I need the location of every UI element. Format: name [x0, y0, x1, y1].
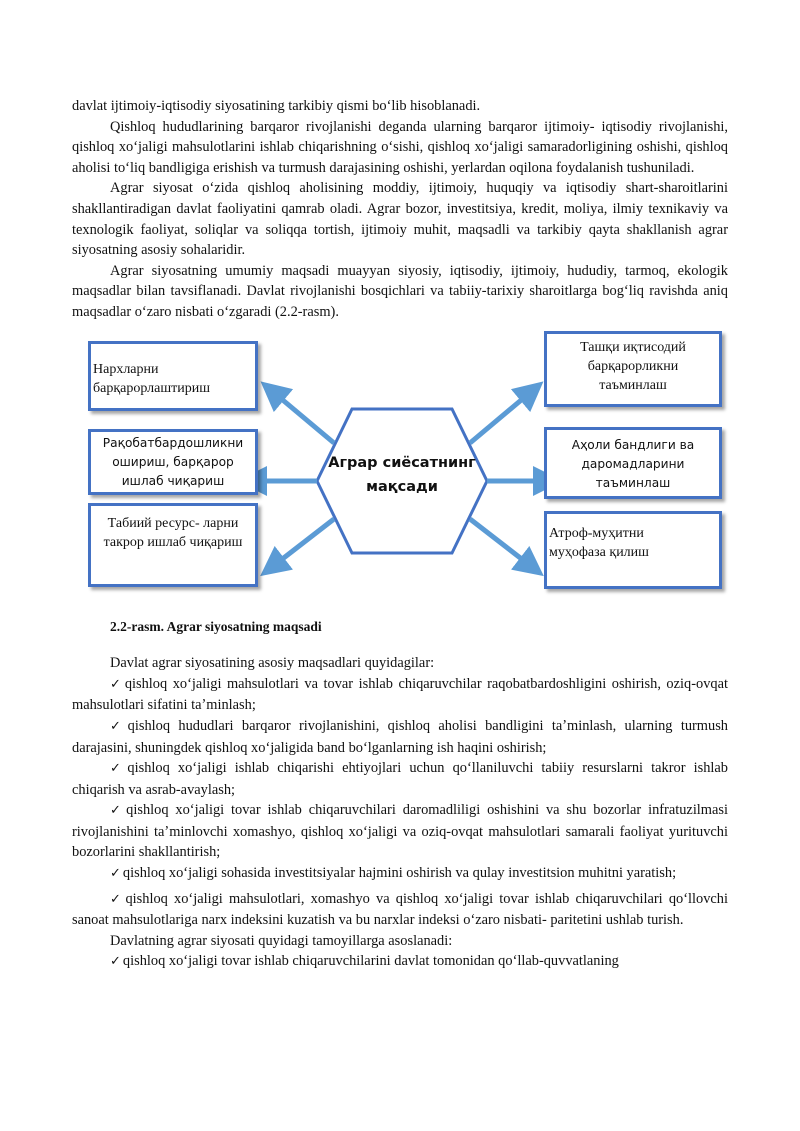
- goal-item: ✓ qishloq xoʻjaligi tovar ishlab chiqaruvchilari daromadliligi oshishini va shu bozorlar infratuzilmasi rivojlanishini taʼminlovchi xomashyo, qishloq xoʻjaligi va oziq-ovqat mahsulotlari samarali faoliyat yurituvchi bozorlarini shakllantirish;: [72, 800, 728, 863]
- principle-item: ✓ qishloq xoʻjaligi tovar ishlab chiqaruvchilarini davlat tomonidan qoʻllab-quvvatlaning: [72, 951, 728, 973]
- paragraph-2: Qishloq hududlarining barqaror rivojlanishi deganda ularning barqaror ijtimoiy- iqtisodiy rivojlanishi, qishloq xoʻjaligi mahsulotlarini ishlab chiqarishning oʻsishi, qishloq xoʻjaligi samaradorligining oshishi, qishloq aholisi toʻliq bandligiga erishish va turmush darajasining oshishi, yerlardan oqilona foydalanish tushuniladi.: [72, 118, 728, 176]
- goal-item: ✓ qishloq xoʻjaligi mahsulotlari, xomashyo va qishloq xoʻjaligi tovar ishlab chiqaruvchilari qoʻllovchi sanoat mahsulotlariga narx indeksini kuzatish va bu narxlar indeksi oʻzaro nisbati- paritetini ushlab turish.: [72, 889, 728, 931]
- arrow-right-top: [470, 391, 532, 443]
- goal-item: ✓ qishloq xoʻjaligi mahsulotlari va tovar ishlab chiqaruvchilar raqobatbardoshligini oshirish, oziq-ovqat mahsulotlari sifatini taʼminlash;: [72, 674, 728, 716]
- goal-box-price-stabilization: Нархларни барқарорлаштириш: [88, 341, 258, 411]
- principles-intro: Davlatning agrar siyosati quyidagi tamoyillarga asoslanadi:: [110, 932, 453, 949]
- goal-box-employment-income: Аҳоли бандлиги ва даромадларини таъминлаш: [544, 427, 722, 499]
- goal-box-natural-resources: Табиий ресурс- ларни такрор ишлаб чиқариш: [88, 503, 258, 587]
- goal-box-competitiveness: Рақобатбардошликни ошириш, барқарор ишлаб чиқариш: [88, 429, 258, 495]
- paragraph-3: Agrar siyosat oʻzida qishloq aholisining moddiy, ijtimoiy, huquqiy va iqtisodiy shart-sharoitlarini shakllantiradigan davlat faoliyatini qamrab oladi. Agrar bozor, investitsiya, kredit, moliya, ilmiy texnikaviy va texnologik faoliyat, soliqlar va soliqqa tortish, ijtimoiy muhit, maqsadli va tarkibiy qayta shakllanish agrar siyosatning asosiy sohalaridir.: [72, 180, 728, 259]
- document-page: [72, 96, 728, 973]
- diagram-center-label: Аграр сиёсатнинг мақсади: [328, 454, 476, 495]
- goal-box-external-economic-stability: Ташқи иқтисодий барқарорликни таъминлаш: [544, 331, 722, 407]
- goal-item: ✓ qishloq xoʻjaligi ishlab chiqarishi ehtiyojlari uchun qoʻllaniluvchi tabiiy resurslarni takror ishlab chiqarish va asrab-avaylash;: [72, 758, 728, 800]
- goal-item: ✓ qishloq xoʻjaligi sohasida investitsiyalar hajmini oshirish va qulay investitsion muhitni yaratish;: [72, 863, 728, 885]
- arrow-right-bottom: [470, 519, 532, 567]
- agrar-goals-diagram: [72, 331, 728, 603]
- figure-caption: 2.2-rasm. Agrar siyosatning maqsadi: [110, 618, 322, 634]
- goal-box-environment: Атроф-муҳитни муҳофаза қилиш: [544, 511, 722, 589]
- paragraph-4: Agrar siyosatning umumiy maqsadi muayyan siyosiy, iqtisodiy, ijtimoiy, hududiy, tarmoq, ekologik maqsadlar bilan tavsiflanadi. Davlat rivojlanishi bosqichlari va tabiiy-tarixiy sharoitlarga bogʻliq ravishda aniq maqsadlar oʻzaro nisbati oʻzgaradi (2.2-rasm).: [72, 262, 728, 320]
- arrow-left-top: [272, 391, 334, 443]
- goal-item: ✓ qishloq hududlari barqaror rivojlanishini, qishloq aholisi bandligini taʼminlash, ularning turmush darajasini, shuningdek qishloq xoʻjaligida band boʻlganlarning ish haqini oshirish;: [72, 716, 728, 758]
- goals-intro: Davlat agrar siyosatining asosiy maqsadlari quyidagilar:: [110, 655, 435, 672]
- arrow-left-bottom: [272, 519, 334, 567]
- paragraph-1: davlat ijtimoiy-iqtisodiy siyosatining tarkibiy qismi boʻlib hisoblanadi.: [72, 98, 481, 114]
